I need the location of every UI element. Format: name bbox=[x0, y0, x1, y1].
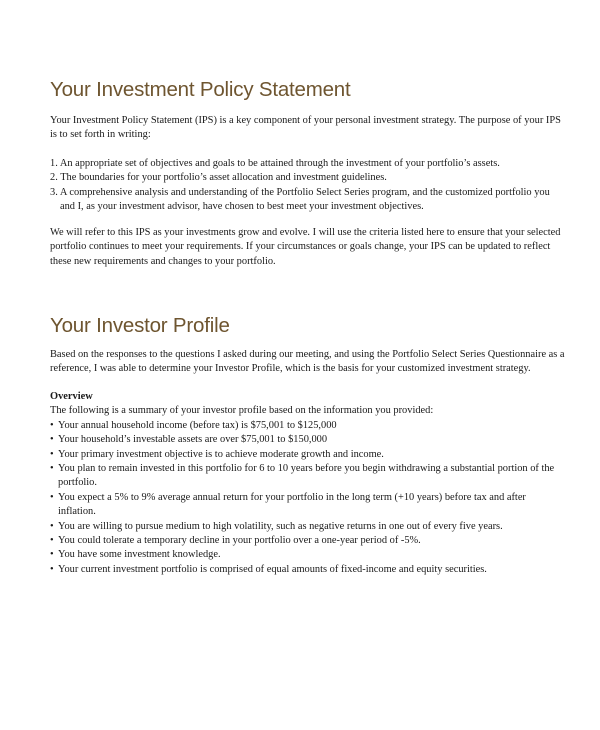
ips-purpose-list bbox=[50, 157, 565, 215]
bullet-icon: • bbox=[50, 463, 54, 475]
profile-intro-text: Based on the responses to the questions I asked during our meeting, and using the Portfolio Select Series Questionnaire as a reference, I was able to determine your Investor Profile, which is the basis for your customized investment strategy. bbox=[50, 349, 565, 375]
list-item bbox=[50, 491, 565, 520]
ips-intro-text: Your Investment Policy Statement (IPS) is a key component of your personal investment strategy. The purpose of your IPS is to set forth in writing: bbox=[50, 115, 561, 141]
bullet-icon: • bbox=[50, 520, 54, 532]
list-item-text: Your current investment portfolio is comprised of equal amounts of fixed-income and equity securities. bbox=[58, 563, 487, 575]
overview-title: Overview bbox=[50, 391, 93, 402]
ips-purpose-item: 1. An appropriate set of objectives and goals to be attained through the investment of your portfolio’s assets. bbox=[50, 158, 500, 169]
ips-closing-text: We will refer to this IPS as your investments grow and evolve. I will use the criteria listed here to ensure that your selected portfolio continues to meet your requirements. If your circumstances or goals change, your IPS can be updated to reflect these new requirements and changes to your portfolio. bbox=[50, 227, 561, 267]
ips-intro-paragraph bbox=[50, 114, 565, 143]
list-item-text: Your annual household income (before tax) is $75,001 to $125,000 bbox=[58, 419, 337, 431]
ips-purpose-item: 2. The boundaries for your portfolio’s asset allocation and investment guidelines. bbox=[50, 172, 387, 184]
list-item bbox=[50, 548, 565, 562]
bullet-icon: • bbox=[50, 535, 54, 547]
ips-purpose-item: 3. A comprehensive analysis and understanding of the Portfolio Select Series program, and the customized portfolio you and I, as your investment advisor, have chosen to best meet your investment objectives. bbox=[50, 186, 550, 213]
list-item-text: You plan to remain invested in this portfolio for 6 to 10 years before you begin withdrawing a substantial portion of the portfolio. bbox=[58, 463, 555, 489]
list-item bbox=[50, 534, 565, 548]
overview-intro: The following is a summary of your investor profile based on the information you provided: bbox=[50, 405, 434, 417]
section-heading-investor-profile: Your Investor Profile bbox=[50, 314, 230, 337]
list-item bbox=[50, 433, 565, 447]
section-heading-investment-policy: Your Investment Policy Statement bbox=[50, 78, 351, 101]
bullet-icon: • bbox=[50, 549, 54, 561]
list-item bbox=[50, 448, 565, 462]
list-item-text: You have some investment knowledge. bbox=[58, 549, 221, 561]
list-item-text: Your primary investment objective is to achieve moderate growth and income. bbox=[58, 448, 384, 460]
bullet-icon: • bbox=[50, 563, 54, 575]
bullet-icon: • bbox=[50, 434, 54, 446]
list-item bbox=[50, 520, 565, 534]
list-item bbox=[50, 462, 565, 491]
list-item-text: You expect a 5% to 9% average annual return for your portfolio in the long term (+10 years) before tax and after inflation. bbox=[58, 491, 526, 518]
bullet-icon: • bbox=[50, 419, 54, 431]
overview-section bbox=[50, 390, 565, 577]
overview-bullet-list bbox=[50, 419, 565, 577]
list-item bbox=[50, 419, 565, 433]
bullet-icon: • bbox=[50, 448, 54, 460]
list-item bbox=[50, 563, 565, 577]
bullet-icon: • bbox=[50, 491, 54, 503]
list-item-text: You could tolerate a temporary decline in your portfolio over a one-year period of -5%. bbox=[58, 535, 421, 547]
list-item-text: You are willing to pursue medium to high volatility, such as negative returns in one out of every five years. bbox=[58, 520, 503, 532]
ips-closing-paragraph bbox=[50, 226, 565, 269]
list-item-text: Your household’s investable assets are over $75,001 to $150,000 bbox=[58, 434, 328, 446]
profile-intro-paragraph bbox=[50, 348, 565, 377]
